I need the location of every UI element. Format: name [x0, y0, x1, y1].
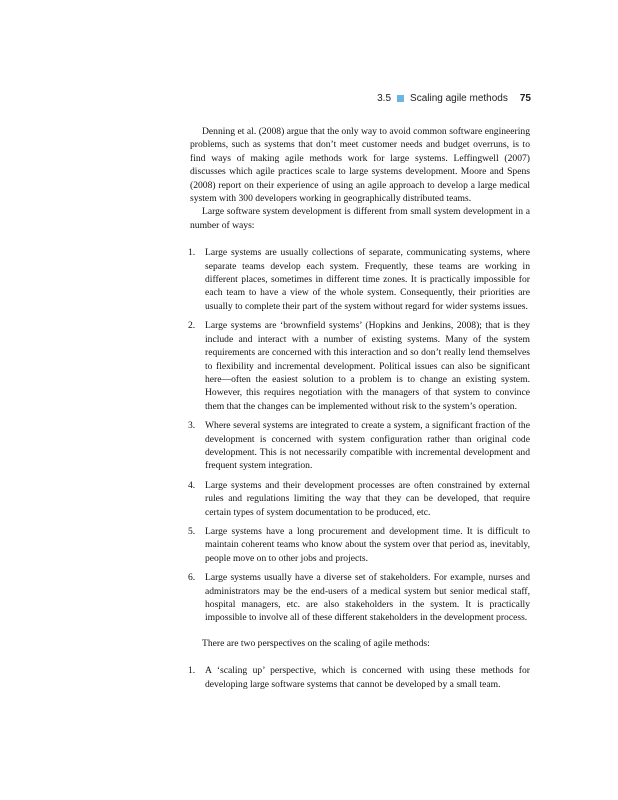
- item-text: Large systems are ‘brownfield systems’ (Hopkins and Jenkins, 2008); that is they include and interact with a number of existing systems. Many of the system requirements are concerned with this interaction and so don’t really lend themselves to flexibility and incremental development. Political issues can also be significant here—often the easiest solution to a problem is to change an existing system. However, this requires negotiation with the managers of that system to convince them that the changes can be implemented without risk to the system’s operation.: [205, 320, 530, 412]
- square-bullet-icon: [397, 95, 404, 102]
- list-item: [188, 419, 530, 473]
- item-number: 2.: [188, 320, 196, 332]
- list-item: [188, 479, 530, 519]
- item-number: 6.: [188, 572, 196, 584]
- running-header: [377, 93, 531, 104]
- item-number: 1.: [188, 665, 196, 677]
- perspectives-paragraph: There are two perspectives on the scaling of agile methods:: [202, 637, 430, 649]
- item-text: Large systems are usually collections of separate, communicating systems, where separate teams develop each system. Frequently, these teams are working in different places, sometimes in different time zones. It is practically impossible for each team to have a view of the whole system. Consequently, their priorities are usually to complete their part of the system without regard for wider systems issues.: [205, 247, 530, 312]
- section-title: Scaling agile methods: [410, 93, 508, 104]
- section-number: 3.5: [377, 93, 392, 104]
- page-body: [190, 125, 530, 703]
- page-number: 75: [519, 93, 531, 104]
- list-item: [188, 571, 530, 625]
- intro-paragraph-2: Large software system development is different from small system development in a number of ways:: [190, 206, 530, 231]
- item-text: Large systems and their development processes are often constrained by external rules and regulations limiting the way that they can be developed, that require certain types of system documentation to be produced, etc.: [205, 479, 530, 518]
- list-item: [188, 664, 530, 691]
- item-number: 3.: [188, 420, 196, 432]
- perspectives-list: [190, 664, 530, 691]
- list-item: [188, 319, 530, 413]
- list-item: [188, 525, 530, 565]
- item-text: Large systems have a long procurement and development time. It is difficult to maintain coherent teams who know about the system over that period as, inevitably, people move on to other jobs and projects.: [205, 525, 530, 564]
- item-text: A ‘scaling up’ perspective, which is concerned with using these methods for developing large software systems that cannot be developed by a small team.: [205, 665, 530, 690]
- list-item: [188, 246, 530, 313]
- item-number: 4.: [188, 479, 196, 491]
- intro-paragraph-1: Denning et al. (2008) argue that the only way to avoid common software engineering problems, such as systems that don’t meet customer needs and budget overruns, is to find ways of making agile methods work for large systems. Leffingwell (2007) discusses which agile practices scale to large systems development. Moore and Spens (2008) report on their experience of using an agile approach to develop a large medical system with 300 developers working in geographically distributed teams.: [190, 126, 530, 205]
- item-text: Large systems usually have a diverse set of stakeholders. For example, nurses and administrators may be the end-users of a medical system but senior medical staff, hospital managers, etc. are also stakeholders in the system. It is practically impossible to involve all of these different stakeholders in the development process.: [205, 572, 530, 624]
- item-number: 1.: [188, 247, 196, 259]
- item-text: Where several systems are integrated to create a system, a significant fraction of the development is concerned with system configuration rather than original code development. This is not necessarily compatible with incremental development and frequent system integration.: [205, 420, 530, 472]
- item-number: 5.: [188, 525, 196, 537]
- differences-list: [190, 246, 530, 625]
